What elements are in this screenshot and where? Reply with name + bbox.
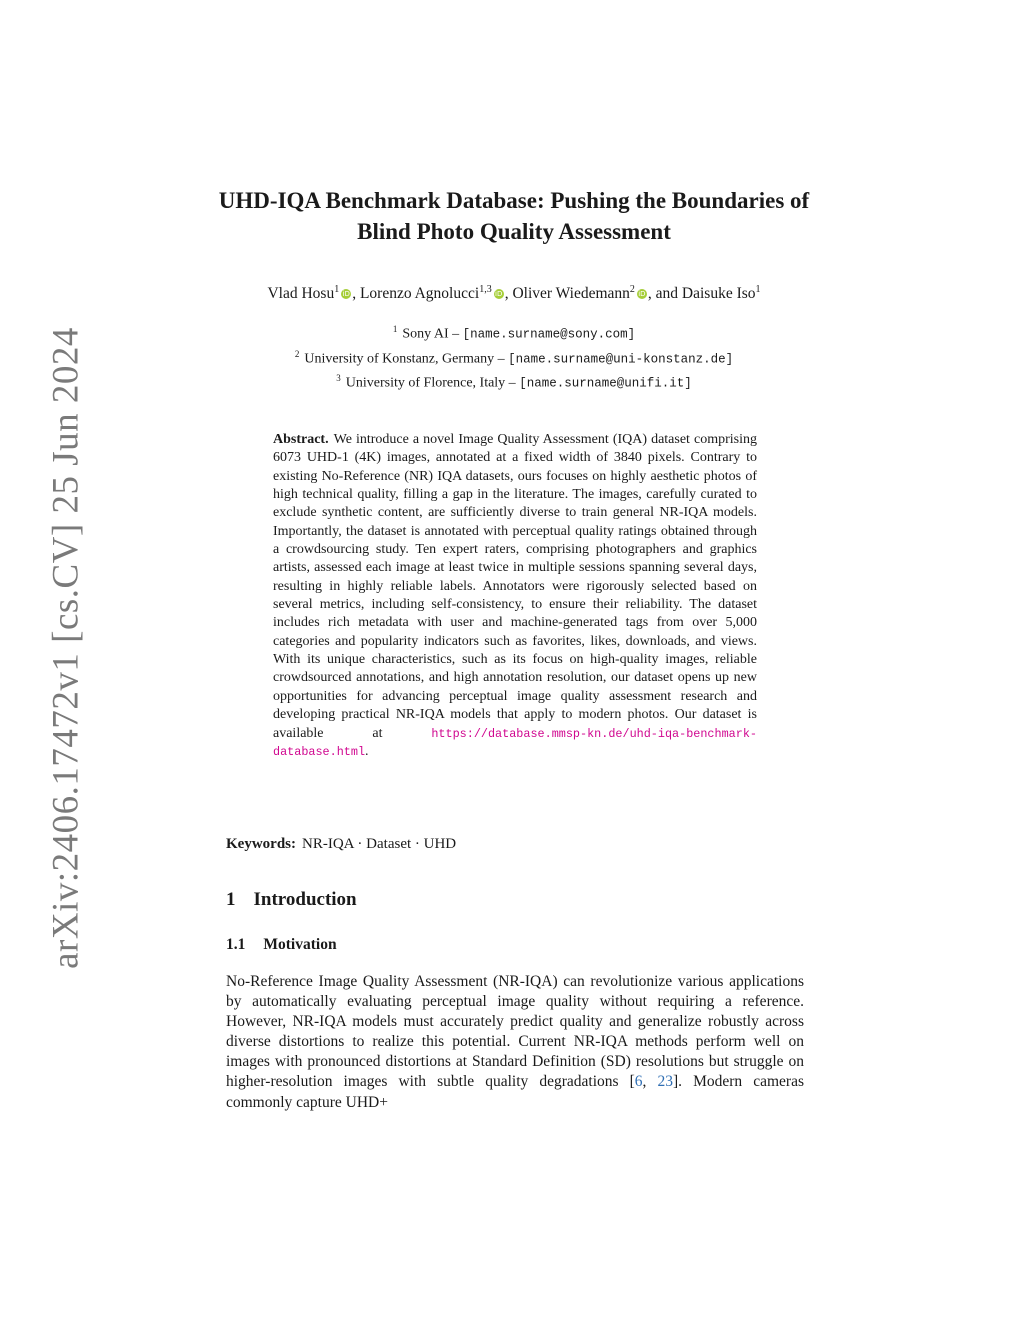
author-list: Vlad Hosu$^1$ iD , Lorenzo Agnolucci$^{1,3}$ iD , Oliver Wiedemann$^2$ iD , and Daisuke Iso$^1$ — [267, 284, 761, 303]
keywords — [226, 836, 456, 853]
author-name: Vlad Hosu — [267, 285, 335, 303]
body-paragraph: No-Reference Image Quality Assessment (NR-IQA) can revolutionize various applications by automatically evaluating perceptual image quality without requiring a reference. However, NR-IQA models must accurately predict quality and generalize robustly across diverse distortions to realize this potential. Current NR-IQA methods perform well on images with pronounced distortions at Standard Definition (SD) resolutions but struggle on higher-resolution images with subtle quality degradations [6, 23]. Modern cameras commonly capture UHD+ — [226, 973, 804, 1111]
author-name: Oliver Wiedemann — [512, 285, 630, 303]
abstract: Abstract. We introduce a novel Image Quality Assessment (IQA) dataset comprising 6073 UHD-1 (4K) images, annotated at a fixed width of 3840 pixels. Contrary to existing No-Reference (NR) IQA datasets, ours focuses on highly aesthetic photos of high technical quality, filling a gap in the literature. The images, carefully curated to exclude synthetic content, are sufficiently diverse to train general NR-IQA models. Importantly, the dataset is annotated with perceptual quality ratings obtained through a crowdsourcing study. Ten expert raters, comprising photographers and graphics artists, assessed each image at least twice in multiple sessions spanning several days, resulting in highly reliable labels. Annotators were rigorously selected based on several metrics, including self-consistency, to ensure their reliability. The dataset includes rich metadata with user and machine-generated tags from over 5,000 categories and popularity indicators such as favorites, likes, downloads, and views. With its unique characteristics, such as its focus on high-quality images, reliable crowdsourced annotations, and high annotation resolution, our dataset opens up new opportunities for advancing perceptual image quality assessment research and developing practical NR-IQA models that apply to modern photos. Our dataset is available at https://database.mmsp-kn.de/uhd-iqa-benchmark-database.html. — [273, 432, 757, 759]
affiliation-line: $^2$ University of Konstanz, Germany – [name.surname@uni-konstanz.de] — [294, 348, 734, 367]
abstract-label: Abstract. — [273, 432, 329, 447]
author-affil-mark: 1,3 — [479, 284, 492, 295]
orcid-icon[interactable]: iD — [495, 290, 503, 299]
orcid-icon[interactable]: iD — [638, 290, 646, 299]
keywords-text: NR-IQA · Dataset · UHD — [302, 836, 457, 852]
author-affil-mark: 1 — [755, 284, 761, 295]
section-heading: 1 Introduction — [226, 889, 357, 910]
affiliation-email: [name.surname@uni-konstanz.de] — [508, 352, 734, 367]
dataset-link[interactable]: https://database.mmsp-kn.de/uhd-iqa-benchmark-database.html — [273, 726, 757, 759]
citation-link[interactable]: 6 — [634, 1073, 643, 1091]
author-affil-mark: 2 — [629, 284, 635, 295]
author-name: Lorenzo Agnolucci — [359, 285, 480, 303]
author-affil-mark: 1 — [334, 284, 340, 295]
affiliation-line: $^3$ University of Florence, Italy – [name.surname@unifi.it] — [336, 373, 692, 391]
affiliation-email: [name.surname@unifi.it] — [519, 376, 692, 391]
abstract-text: We introduce a novel Image Quality Assessment (IQA) dataset comprising 6073 UHD-1 (4K) images, annotated at a fixed width of 3840 pixels. Contrary to existing No-Reference (NR) IQA datasets, ours focuses on highly aesthetic photos of high technical quality, filling a gap in the literature. The images, carefully curated to exclude synthetic content, are sufficiently diverse to train general NR-IQA models. Importantly, the dataset is annotated with perceptual quality ratings obtained through a crowdsourcing study. Ten expert raters, comprising photographers and graphics artists, assessed each image at least twice in multiple sessions spanning several days, resulting in highly reliable labels. Annotators were rigorously selected based on several metrics, including self-consistency, to ensure their reliability. The dataset includes rich metadata with user and machine-generated tags from over 5,000 categories and popularity indicators such as favorites, likes, downloads, and views. With its unique characteristics, such as its focus on high-quality images, reliable crowdsourced annotations, and high annotation resolution, our dataset opens up new opportunities for advancing perceptual image quality assessment research and developing practical NR-IQA models that apply to modern photos. Our dataset is available at — [273, 432, 757, 741]
paper-title: UHD-IQA Benchmark Database: Pushing the Boundaries of Blind Photo Quality Assessment — [218, 188, 810, 244]
arxiv-identifier-stamp: arXiv:2406.17472v1 [cs.CV] 25 Jun 2024 — [45, 327, 87, 969]
orcid-icon[interactable]: iD — [342, 290, 350, 299]
subsection-heading: 1.1 Motivation — [226, 936, 337, 953]
citation-link[interactable]: 23 — [657, 1073, 673, 1091]
affiliation-line: $^1$ Sony AI – [name.surname@sony.com] — [392, 324, 636, 342]
author-name: and Daisuke Iso — [655, 285, 756, 303]
keywords-label: Keywords: — [226, 836, 296, 852]
affiliation-list — [200, 320, 828, 394]
affiliation-email: [name.surname@sony.com] — [462, 327, 636, 342]
